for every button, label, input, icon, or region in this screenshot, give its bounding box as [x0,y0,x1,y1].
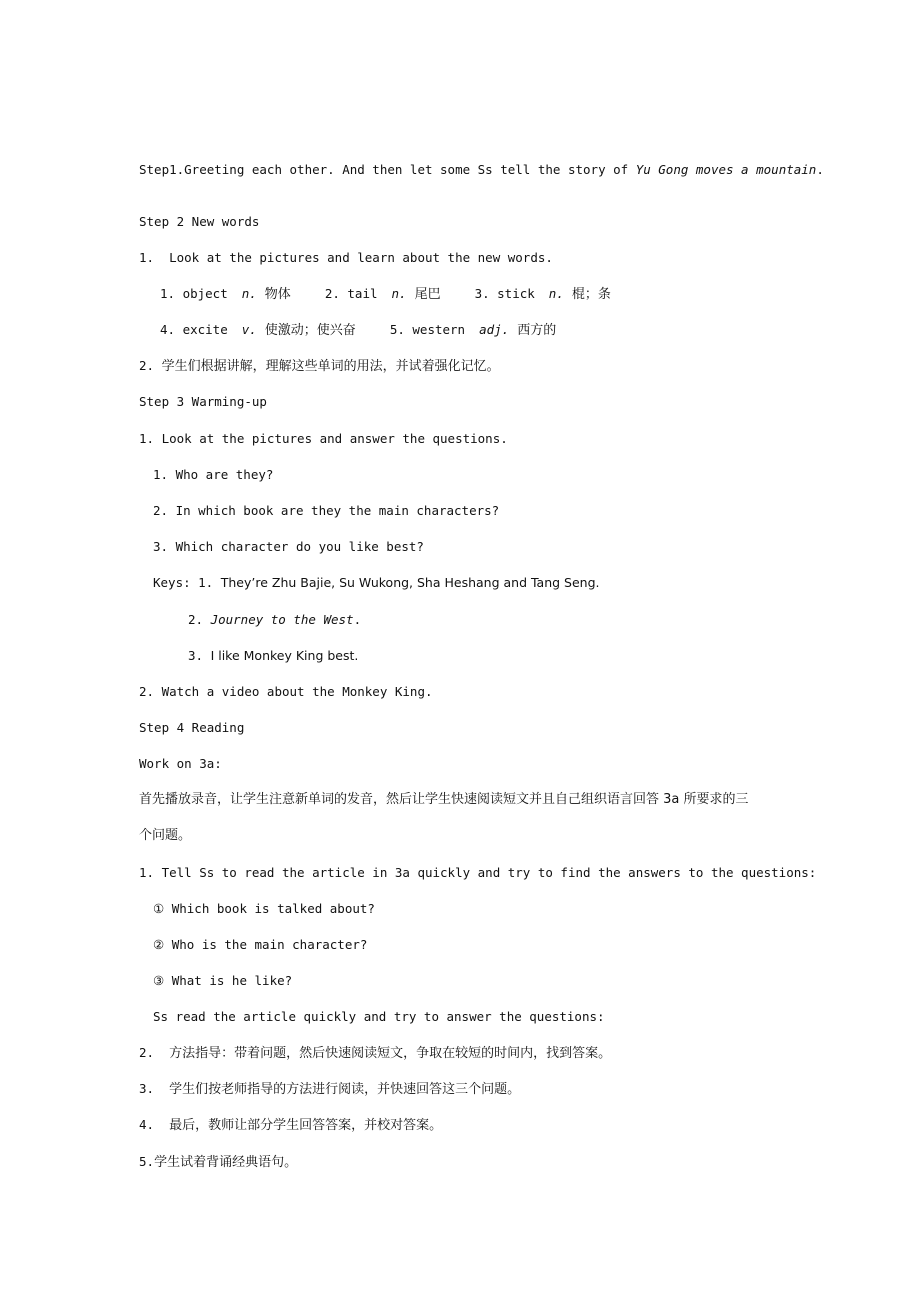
key-2-book-title: Journey to the West [210,612,354,627]
step2-item-1: 1. Look at the pictures and learn about the new words. [139,250,553,265]
meaning-western: 西方的 [517,323,557,338]
key-3-number: 3. [188,648,211,663]
chinese-paragraph-line-1: 首先播放录音，让学生注意新单词的发音，然后让学生快速阅读短文并且自己组织语言回答 3a 所要求的三 [139,792,749,807]
step3-heading: Step 3 Warming-up [139,394,267,409]
word-list-row-2 [160,321,556,340]
pos-object: n. [241,286,257,301]
circled-question-3: ③ What is he like? [153,973,293,988]
meaning-stick: 棍；条 [571,287,611,302]
item-text: 方法指导：带着问题，然后快速阅读短文，争取在较短的时间内，找到答案。 [169,1046,612,1061]
pos-stick: n. [548,286,564,301]
word-object: 1. object [160,286,228,301]
item-number: 4. [139,1117,170,1132]
step4-item-5 [139,1153,297,1172]
circled-question-2: ② Who is the main character? [153,937,368,952]
step2-heading: Step 2 New words [139,214,260,229]
word-western: 5. western [389,322,466,337]
step4-item-1: 1. Tell Ss to read the article in 3a quickly and try to find the answers to the questions: [139,865,817,880]
word-stick: 3. stick [474,286,535,301]
step4-item-2 [139,1044,611,1063]
step1-line [139,161,824,179]
circled-question-1: ① Which book is talked about? [153,901,375,916]
item-text: 学生们按老师指导的方法进行阅读，并快速回答这三个问题。 [169,1082,521,1097]
meaning-tail: 尾巴 [414,287,441,302]
item-text: 学生试着背诵经典语句。 [154,1155,298,1170]
step1-text: Step1.Greeting each other. And then let some Ss tell the story of [139,162,636,177]
item-text: 学生们根据讲解，理解这些单词的用法，并试着强化记忆。 [161,359,500,374]
keys-label: Keys: 1. [153,575,221,590]
item-number: 2. [139,1045,170,1060]
pos-tail: n. [391,286,407,301]
keys-line-3 [188,647,358,665]
key-1-text: They’re Zhu Bajie, Su Wukong, Sha Heshang and Tang Seng. [220,575,600,590]
step4-item-4 [139,1116,442,1135]
meaning-excite: 使激动；使兴奋 [264,323,356,338]
word-tail: 2. tail [324,286,378,301]
word-excite: 4. excite [160,322,228,337]
chinese-paragraph-line-2: 个问题。 [139,828,192,843]
item-number: 2. [139,358,162,373]
step2-item-2 [139,357,500,376]
step3-item-1: 1. Look at the pictures and answer the questions. [139,431,508,446]
meaning-object: 物体 [264,287,291,302]
question-2: 2. In which book are they the main characters? [153,503,500,518]
item-text: 最后，教师让部分学生回答答案，并校对答案。 [169,1118,443,1133]
work-on-3a: Work on 3a: [139,756,222,771]
step4-heading: Step 4 Reading [139,720,245,735]
item-number: 3. [139,1081,170,1096]
item-number: 5. [139,1154,155,1169]
step1-period: . [816,162,824,177]
question-3: 3. Which character do you like best? [153,539,424,554]
keys-line-1 [153,574,600,592]
pos-excite: v. [241,322,257,337]
word-list-row-1 [160,285,611,304]
ss-read-line: Ss read the article quickly and try to answer the questions: [153,1009,605,1024]
step3-item-2: 2. Watch a video about the Monkey King. [139,684,433,699]
keys-line-2 [188,611,361,629]
question-1: 1. Who are they? [153,467,274,482]
step4-item-3 [139,1080,520,1099]
story-title: Yu Gong moves a mountain [635,162,817,177]
key-2-number: 2. [188,612,211,627]
key-3-text: I like Monkey King best. [210,648,359,663]
key-2-period: . [353,612,362,627]
pos-western: adj. [479,322,510,337]
